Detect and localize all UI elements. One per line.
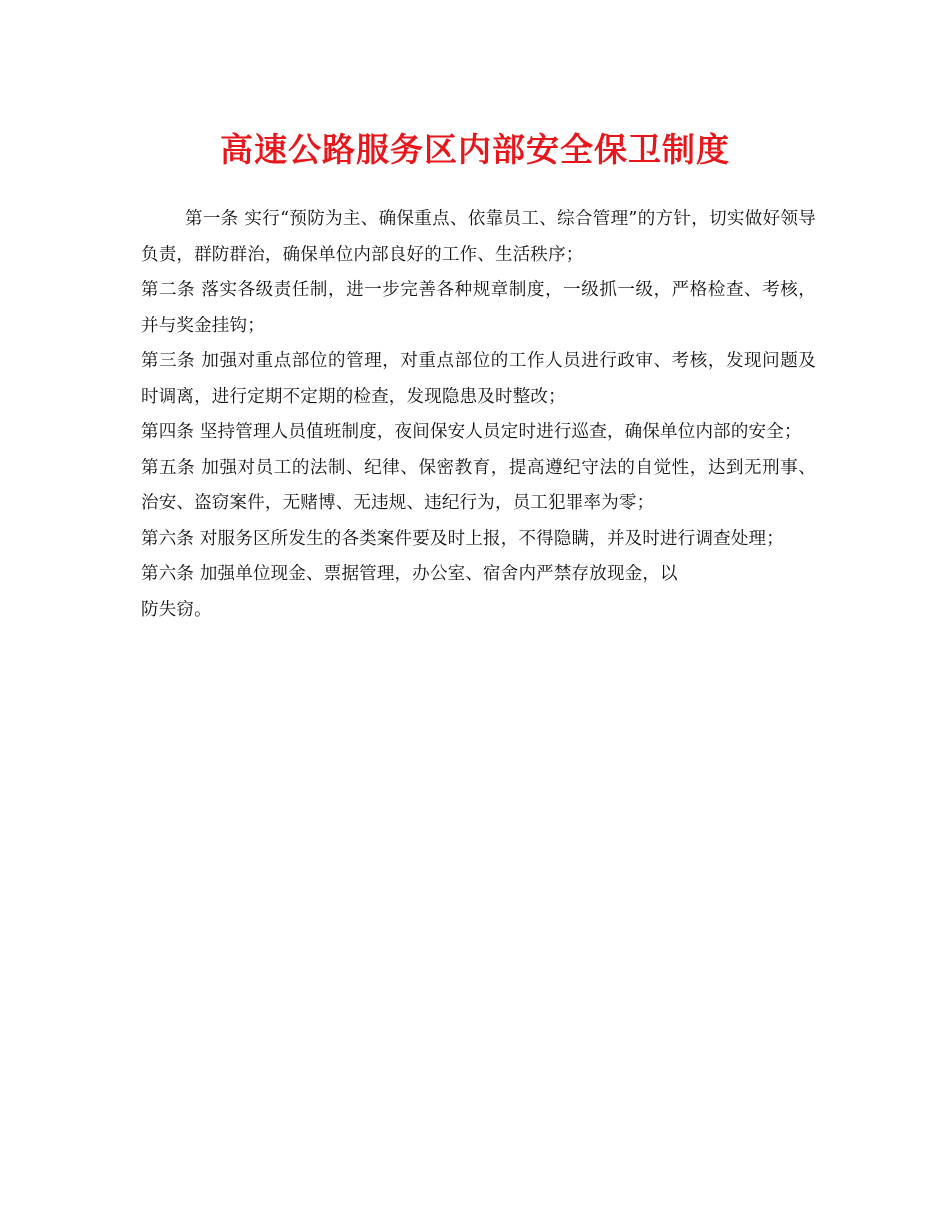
paragraph-article-1: 第一条 实行“预防为主、确保重点、依靠员工、综合管理”的方针，切实做好领导负责，群防群治，确保单位内部良好的工作、生活秩序； bbox=[141, 209, 816, 265]
paragraph-article-3: 第三条 加强对重点部位的管理，对重点部位的工作人员进行政审、考核，发现问题及时调离，进行定期不定期的检查，发现隐患及时整改； bbox=[141, 351, 816, 407]
paragraph-article-7: 第六条 加强单位现金、票据管理，办公室、宿舍内严禁存放现金，以 bbox=[141, 564, 678, 584]
paragraph-article-2: 第二条 落实各级责任制，进一步完善各种规章制度，一级抓一级，严格检查、考核，并与奖金挂钩； bbox=[141, 280, 816, 336]
paragraph-article-6: 第六条 对服务区所发生的各类案件要及时上报，不得隐瞒，并及时进行调查处理； bbox=[141, 528, 784, 549]
document-title: 高速公路服务区内部安全保卫制度 bbox=[220, 130, 730, 169]
document-body bbox=[141, 202, 816, 628]
paragraph-article-7-continued: 防失窃。 bbox=[141, 599, 212, 620]
paragraph-article-5: 第五条 加强对员工的法制、纪律、保密教育，提高遵纪守法的自觉性，达到无刑事、治安、盗窃案件，无赌博、无违规、违纪行为，员工犯罪率为零； bbox=[141, 457, 816, 513]
paragraph-article-4: 第四条 坚持管理人员值班制度，夜间保安人员定时进行巡查，确保单位内部的安全； bbox=[141, 422, 802, 442]
